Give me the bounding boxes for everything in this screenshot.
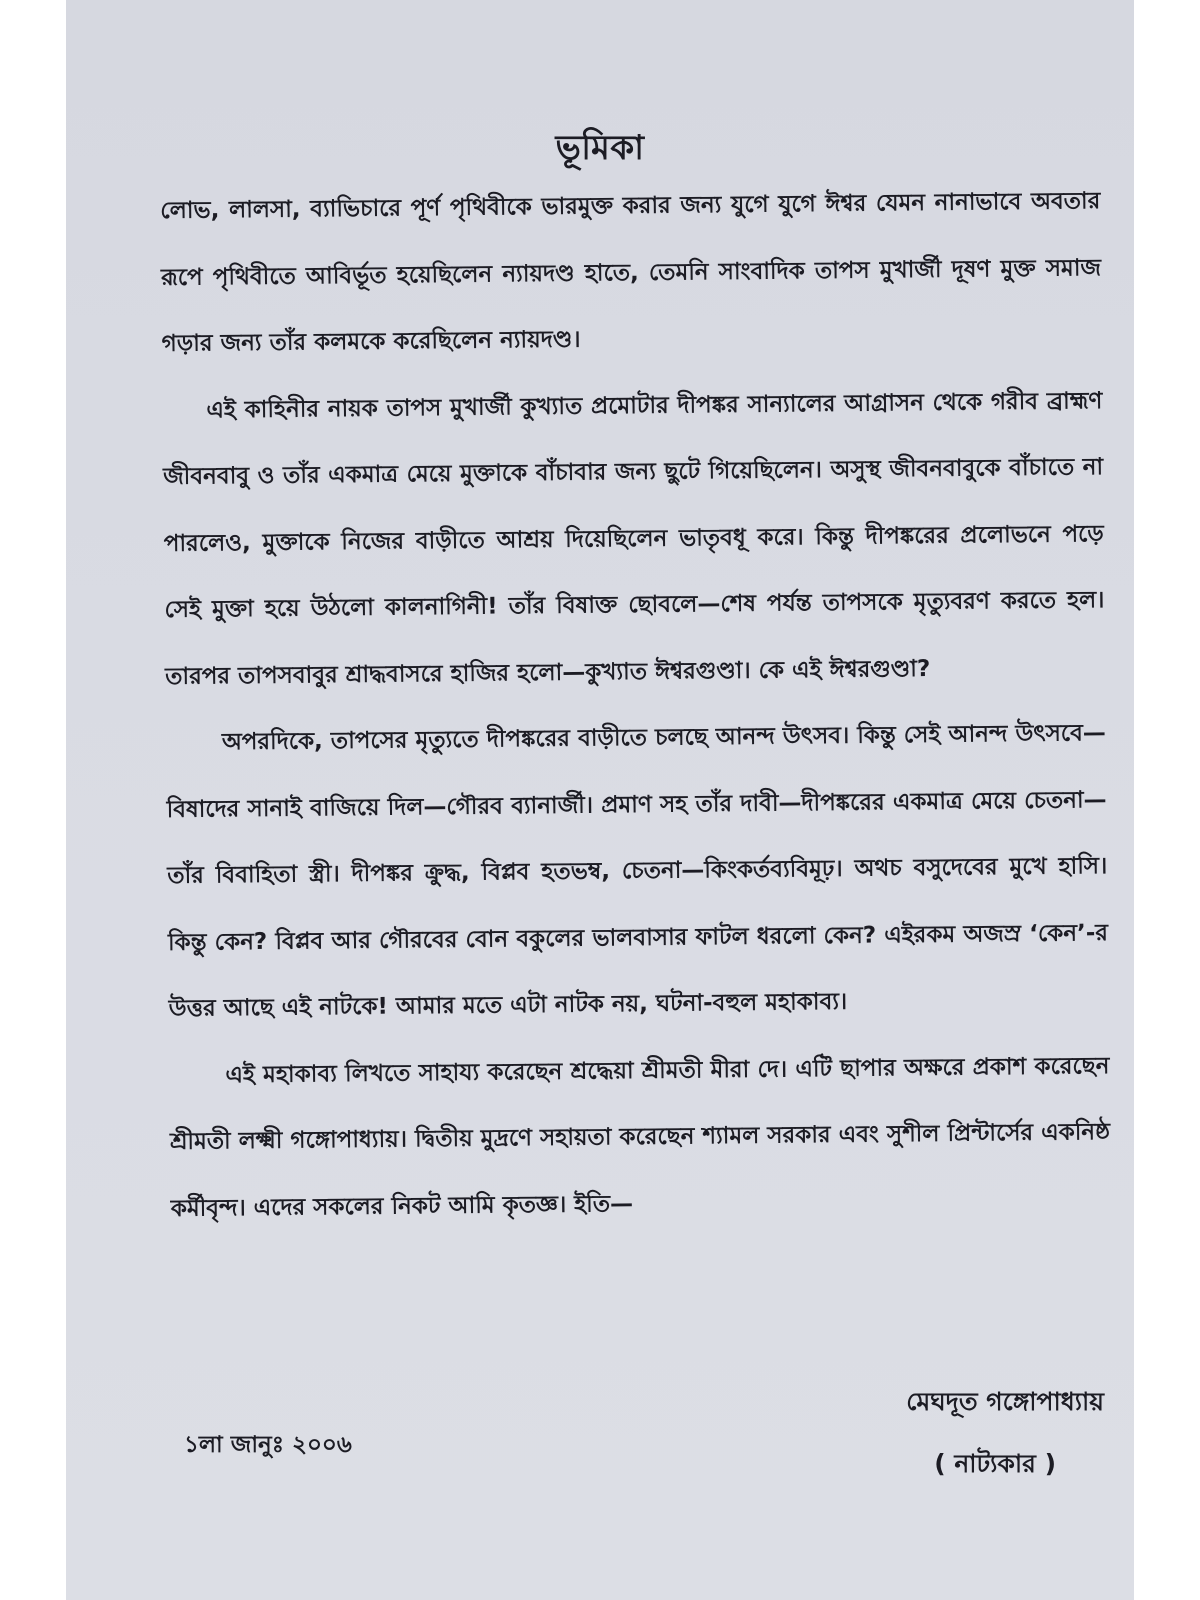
signature-block [184,1382,1104,1502]
paragraph-4: এই মহাকাব্য লিখতে সাহায্য করেছেন শ্রদ্ধেয়া শ্রীমতী মীরা দে। এটি ছাপার অক্ষরে প্রকাশ করেছেন শ্রীমতী লক্ষ্মী গঙ্গোপাধ্যায়। দ্বিতীয় মুদ্রণে সহায়তা করেছেন শ্যামল সরকার এবং সুশীল প্রিন্টার্সের একনিষ্ঠ কর্মীবৃন্দ। এদের সকলের নিকট আমি কৃতজ্ঞ। ইতি— [169,1052,1111,1222]
author-name: মেঘদূত গঙ্গোপাধ্যায় [906,1387,1104,1416]
paragraph-3: অপরদিকে, তাপসের মৃত্যুতে দীপঙ্করের বাড়ীতে চলছে আনন্দ উৎসব। কিন্তু সেই আনন্দ উৎসবে—বিষাদের সানাই বাজিয়ে দিল—গৌরব ব্যানার্জী। প্রমাণ সহ তাঁর দাবী—দীপঙ্করের একমাত্র মেয়ে চেতনা—তাঁর বিবাহিতা স্ত্রী। দীপঙ্কর ক্রুদ্ধ, বিপ্লব হতভম্ব, চেতনা—কিংকর্তব্যবিমূঢ়। অথচ বসুদেবের মুখে হাসি। কিন্তু কেন? বিপ্লব আর গৌরবের বোন বকুলের ভালবাসার ফাটল ধরলো কেন? এইরকম অজস্র ‘কেন’-র উত্তর আছে এই নাটকে! আমার মতে এটা নাটক নয়, ঘটনা-বহুল মহাকাব্য। [166,720,1109,1022]
author-role: ( নাট্যকার ) [934,1449,1056,1478]
page-title: ভূমিকা [555,128,645,168]
preface-body [160,168,1111,1242]
book-page [66,0,1134,1600]
paragraph-2: এই কাহিনীর নায়ক তাপস মুখার্জী কুখ্যাত প্রমোটার দীপঙ্কর সান্যালের আগ্রাসন থেকে গরীব ব্রাহ্মণ জীবনবাবু ও তাঁর একমাত্র মেয়ে মুক্তাকে বাঁচাবার জন্য ছুটে গিয়েছিলেন। অসুস্থ জীবনবাবুকে বাঁচাতে না পারলেও, মুক্তাকে নিজের বাড়ীতে আশ্রয় দিয়েছিলেন ভাতৃবধূ করে। কিন্তু দীপঙ্করের প্রলোভনে পড়ে সেই মুক্তা হয়ে উঠলো কালনাগিনী! তাঁর বিষাক্ত ছোবলে—শেষ পর্যন্ত তাপসকে মৃত্যুবরণ করতে হল। তারপর তাপসবাবুর শ্রাদ্ধবাসরে হাজির হলো—কুখ্যাত ঈশ্বরগুণ্ডা। কে এই ঈশ্বরগুণ্ডা? [162,387,1105,690]
paragraph-1: লোভ, লালসা, ব্যাভিচারে পূর্ণ পৃথিবীকে ভারমুক্ত করার জন্য যুগে যুগে ঈশ্বর যেমন নানাভাবে অবতার রূপে পৃথিবীতে আবির্ভূত হয়েছিলেন ন্যায়দণ্ড হাতে, তেমনি সাংবাদিক তাপস মুখার্জী দূষণ মুক্ত সমাজ গড়ার জন্য তাঁর কলমকে করেছিলেন ন্যায়দণ্ড। [160,188,1102,357]
date-text: ১লা জানুঃ ২০০৬ [184,1432,352,1458]
